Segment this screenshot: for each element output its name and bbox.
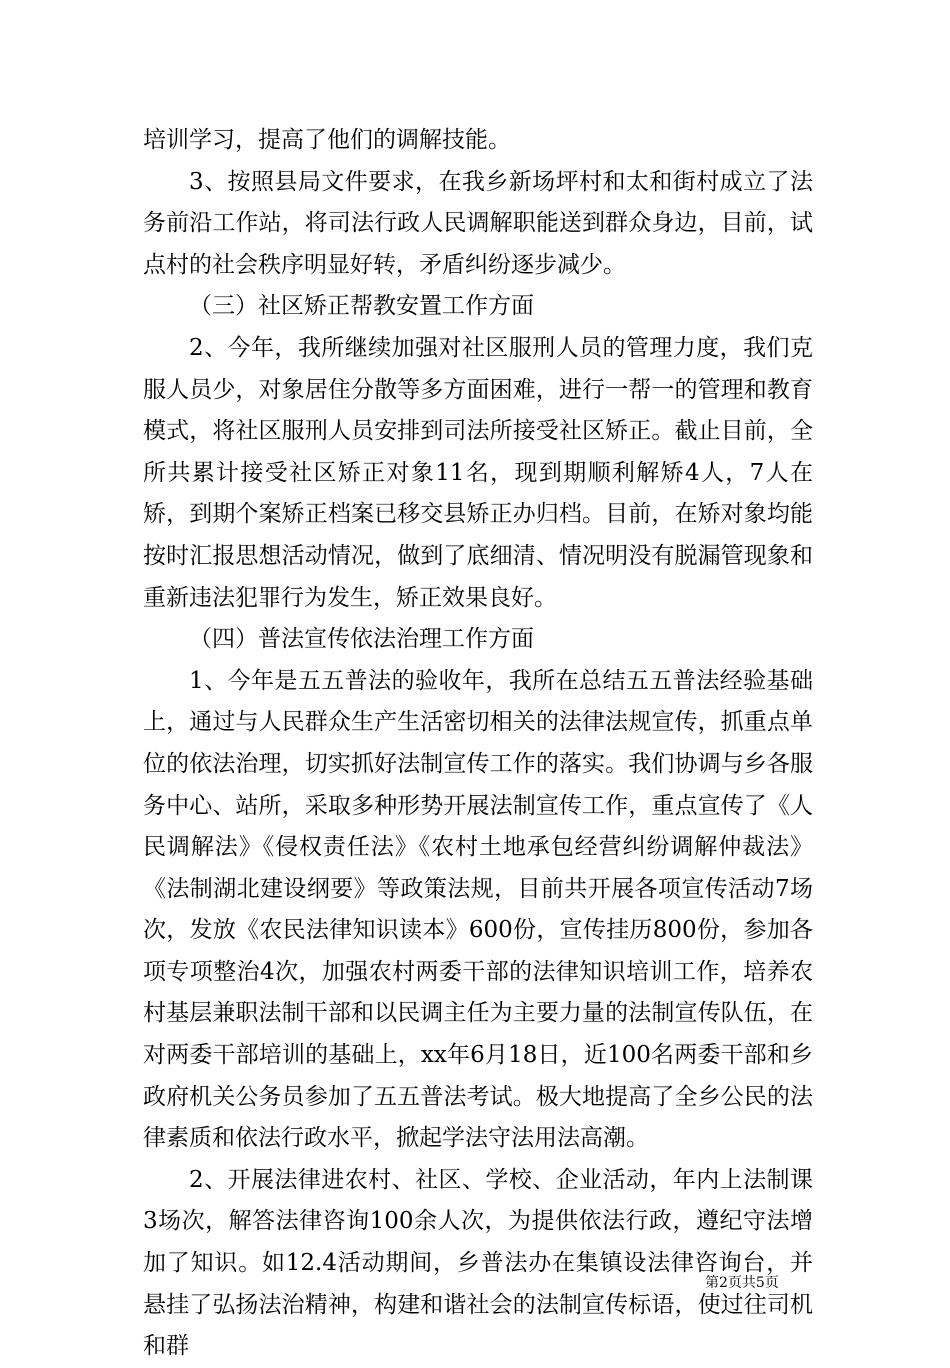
paragraph-continuation: 培训学习，提高了他们的调解技能。 (143, 127, 511, 153)
paragraph-item-2-community: 2、今年，我所继续加强对社区服刑人员的管理力度，我们克服人员少，对象居住分散等多方面困难，进行一帮一的管理和教育模式，将社区服刑人员安排到司法所接受社区矫正。截止目前，全所共累计接受社区矫正对象11名，现到期顺利解矫4人，7人在矫，到期个案矫正档案已移交县矫正办归档。目前，在矫对象均能按时汇报思想活动情况，做到了底细清、情况明没有脱漏管现象和重新违法犯罪行为发生，矫正效果良好。 (143, 334, 813, 611)
section-heading-4: （四）普法宣传依法治理工作方面 (189, 626, 534, 653)
section-heading-3: （三）社区矫正帮教安置工作方面 (189, 293, 534, 320)
body-text (143, 120, 813, 1368)
page-number: 第2页共5页 (705, 1275, 779, 1291)
paragraph-item-3: 3、按照县局文件要求，在我乡新场坪村和太和街村成立了法务前沿工作站，将司法行政人民调解职能送到群众身边，目前，试点村的社会秩序明显好转，矛盾纠纷逐步减少。 (143, 168, 813, 278)
paragraph-item-2-law-activities: 2、开展法律进农村、社区、学校、企业活动，年内上法制课3场次，解答法律咨询100余人次，为提供依法行政，遵纪守法增加了知识。如12.4活动期间，乡普法办在集镇设法律咨询台，并悬挂了弘扬法治精神，构建和谐社会的法制宣传标语，使过往司机和群 (143, 1166, 813, 1360)
paragraph-item-1-publicity: 1、今年是五五普法的验收年，我所在总结五五普法经验基础上，通过与人民群众生产生活密切相关的法律法规宣传，抓重点单位的依法治理，切实抓好法制宣传工作的落实。我们协调与乡各服务中心、站所，采取多种形势开展法制宣传工作，重点宣传了《人民调解法》《侵权责任法》《农村土地承包经营纠纷调解仲裁法》《法制湖北建设纲要》等政策法规，目前共开展各项宣传活动7场次，发放《农民法律知识读本》600份，宣传挂历800份，参加各项专项整治4次，加强农村两委干部的法律知识培训工作，培养农村基层兼职法制干部和以民调主任为主要力量的法制宣传队伍，在对两委干部培训的基础上，xx年6月18日，近100名两委干部和乡政府机关公务员参加了五五普法考试。极大地提高了全乡公民的法律素质和依法行政水平，掀起学法守法用法高潮。 (143, 667, 813, 1152)
